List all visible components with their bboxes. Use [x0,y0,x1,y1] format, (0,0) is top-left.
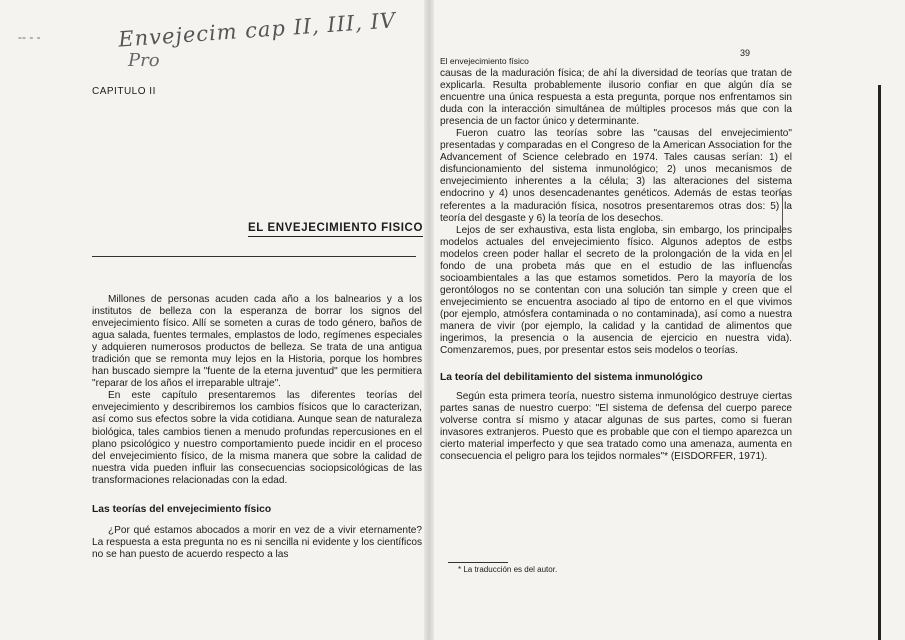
handwritten-initials: Pro [128,50,160,71]
right-page-body [440,68,792,463]
book-gutter [424,0,434,640]
section-heading: La teoría del debilitamiento del sistema inmunológico [440,372,703,384]
paragraph: ¿Por qué estamos abocados a morir en vez de a vivir eternamente? La respuesta a esta pregunta no es ni sencilla ni evidente y los científicos no se han puesto de acuerdo respecto a las [92,524,422,560]
footnote: * La traducción es del autor. [458,565,558,574]
page-number: 39 [740,48,751,58]
paragraph: causas de la maduración física; de ahí la diversidad de teorías que tratan de explicarla. Resulta probablemente ilusorio confiar en que algún día se encuentre una única respuesta a esta pregunta, porque nos enfrentamos sin duda con la interacción simultánea de múltiples procesos más que con la presencia de un factor único y determinante. [440,68,792,128]
footnote-rule [448,562,508,563]
handwritten-note: Envejecim cap II, III, IV [117,8,397,52]
running-head: El envejecimiento físico [440,56,529,66]
page-edge-shadow [878,85,881,640]
section-heading: Las teorías del envejecimiento físico [92,503,272,515]
left-page-body [92,294,422,561]
paragraph: En este capítulo presentaremos las diferentes teorías del envejecimiento y describiremos los cambios físicos que lo caracterizan, así como sus efectos sobre la vida cotidiana. Aunque sean de naturaleza biológica, tales cambios tienen a menudo profundas repercusiones en el plano psicológico y nuestro comportamiento puede incidir en el proceso del envejecimiento físico, de la misma manera que sobre la calidad de nuestra vida pueden influir las consecuencias sociopsicológicas de las transformaciones relacionadas con la edad. [92,390,422,486]
paragraph: Lejos de ser exhaustiva, esta lista engloba, sin embargo, los principales modelos actuales del envejecimiento físico. Algunos adeptos de estos modelos creen poder hallar el secreto de la prolongación de la vida en el fondo de una probeta más que en el estudio de las influencias socioambientales a las que estamos sometidos. Pero la mayoría de los gerontólogos no se contentan con una solución tan simple y creen que el envejecimiento se encuentra asociado al tipo de entorno en el que vivimos (por ejemplo, atmósfera contaminada o no contaminada), así como a nuestra manera de vivir (por ejemplo, la calidad y la cantidad de alimentos que ingerimos, la presencia o la ausencia de ejercicio en nuestra vida). Comenzaremos, pues, por presentar estos seis modelos o teorías. [440,224,792,357]
paragraph: Según esta primera teoría, nuestro sistema inmunológico destruye ciertas partes sanas de nuestro cuerpo: "El sistema de defensa del cuerpo parece volverse contra sí mismo y atacar algunas de sus partes, como si fueran invasores extranjeros. Puesto que es probable que con el tiempo aparezca un cierto material imperfecto y que sea tratado como una amenaza, aumenta en consecuencia el peligro para los tejidos normales"* (EISDORFER, 1971). [440,391,792,463]
title-rule [92,256,416,257]
chapter-title: EL ENVEJECIMIENTO FISICO [248,222,423,237]
paragraph: Millones de personas acuden cada año a los balnearios y a los institutos de belleza con la esperanza de borrar los signos del envejecimiento físico. Allí se someten a curas de todo género, baños de agua salada, fuentes termales, emplastos de lodo, regímenes especiales y adquieren numerosos productos de belleza. Se trata de una antigua tradición que se remonta muy lejos en la Historia, porque los hombres han buscado siempre la "fuente de la eterna juventud" que les permitiera "reparar de los años el irreparable ultraje". [92,294,422,390]
chapter-label: CAPITULO II [92,86,156,97]
margin-mark: -- - - [18,30,41,44]
paragraph: Fueron cuatro las teorías sobre las "causas del envejecimiento" presentadas y comparadas en el Congreso de la American Association for the Advancement of Science celebrado en 1974. Tales causas serían: 1) el disfuncionamiento del sistema inmunológico; 2) unos mecanismos de envejecimiento inherentes a la célula; 3) las alteraciones del sistema endocrino y 4) unos desencadenantes genéticos. Además de estas teorías referentes a la maduración física, nosotros presentaremos otras dos: 5) la teoría del desgaste y 6) la teoría de los desechos. [440,128,792,224]
